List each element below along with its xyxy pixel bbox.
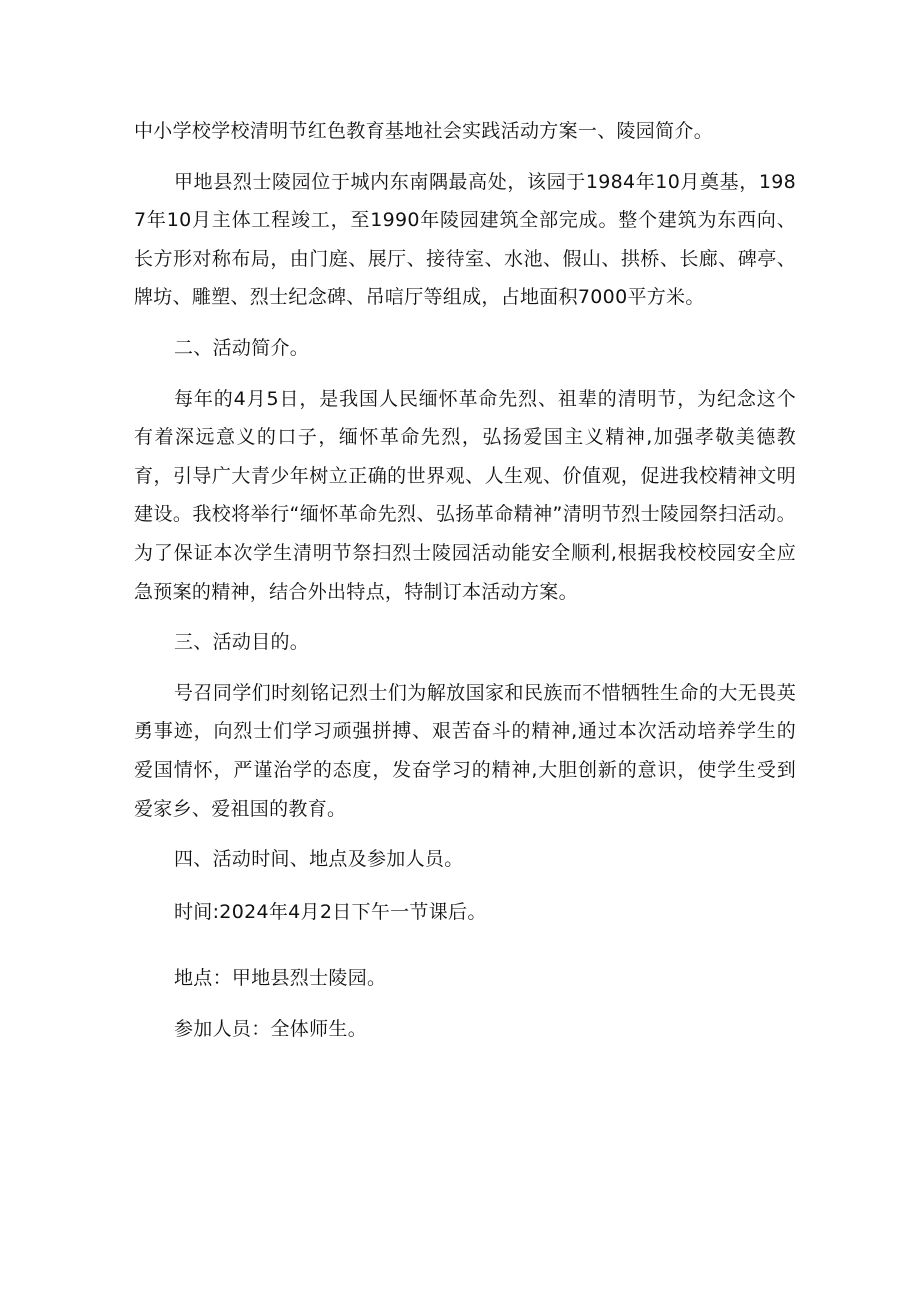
- title-line: 中小学校学校清明节红色教育基地社会实践活动方案一、陵园简介。: [134, 120, 714, 142]
- section-heading-time-place-participants: 四、活动时间、地点及参加人员。: [174, 848, 464, 871]
- section-heading-activity-intro: 二、活动简介。: [174, 336, 310, 359]
- participants-line: 参加人员：全体师生。: [174, 1017, 368, 1040]
- intro-paragraph: 甲地县烈士陵园位于城内东南隅最高处，该园于1984年10月奠基，1987年10月主体工程竣工，至1990年陵园建筑全部完成。整个建筑为东西向、长方形对称布局，由门庭、展厅、接待室、水池、假山、拱桥、长廊、碑亭、牌坊、雕塑、烈士纪念碑、吊唁厅等组成，占地面积7000平方米。: [134, 170, 796, 309]
- section-heading-activity-purpose: 三、活动目的。: [174, 631, 310, 654]
- place-line: 地点：甲地县烈士陵园。: [174, 967, 387, 990]
- activity-intro-paragraph: 每年的4月5日，是我国人民缅怀革命先烈、祖辈的清明节，为纪念这个有着深远意义的口子，缅怀革命先烈，弘扬爱国主义精神,加强孝敬美德教育，引导广大青少年树立正确的世界观、人生观、价值观，促进我校精神文明建设。我校将举行“缅怀革命先烈、弘扬革命精神”清明节烈士陵园祭扫活动。为了保证本次学生清明节祭扫烈士陵园活动能安全顺利,根据我校校园安全应急预案的精神，结合外出特点，特制订本活动方案。: [134, 387, 796, 603]
- document-body: [134, 112, 796, 1048]
- time-line: 时间:2024年4月2日下午一节课后。: [174, 900, 487, 923]
- activity-purpose-paragraph: 号召同学们时刻铭记烈士们为解放国家和民族而不惜牺牲生命的大无畏英勇事迹，向烈士们学习顽强拼搏、艰苦奋斗的精神,通过本次活动培养学生的爱国情怀，严谨治学的态度，发奋学习的精神,大胆创新的意识，使学生受到爱家乡、爱祖国的教育。: [134, 681, 796, 820]
